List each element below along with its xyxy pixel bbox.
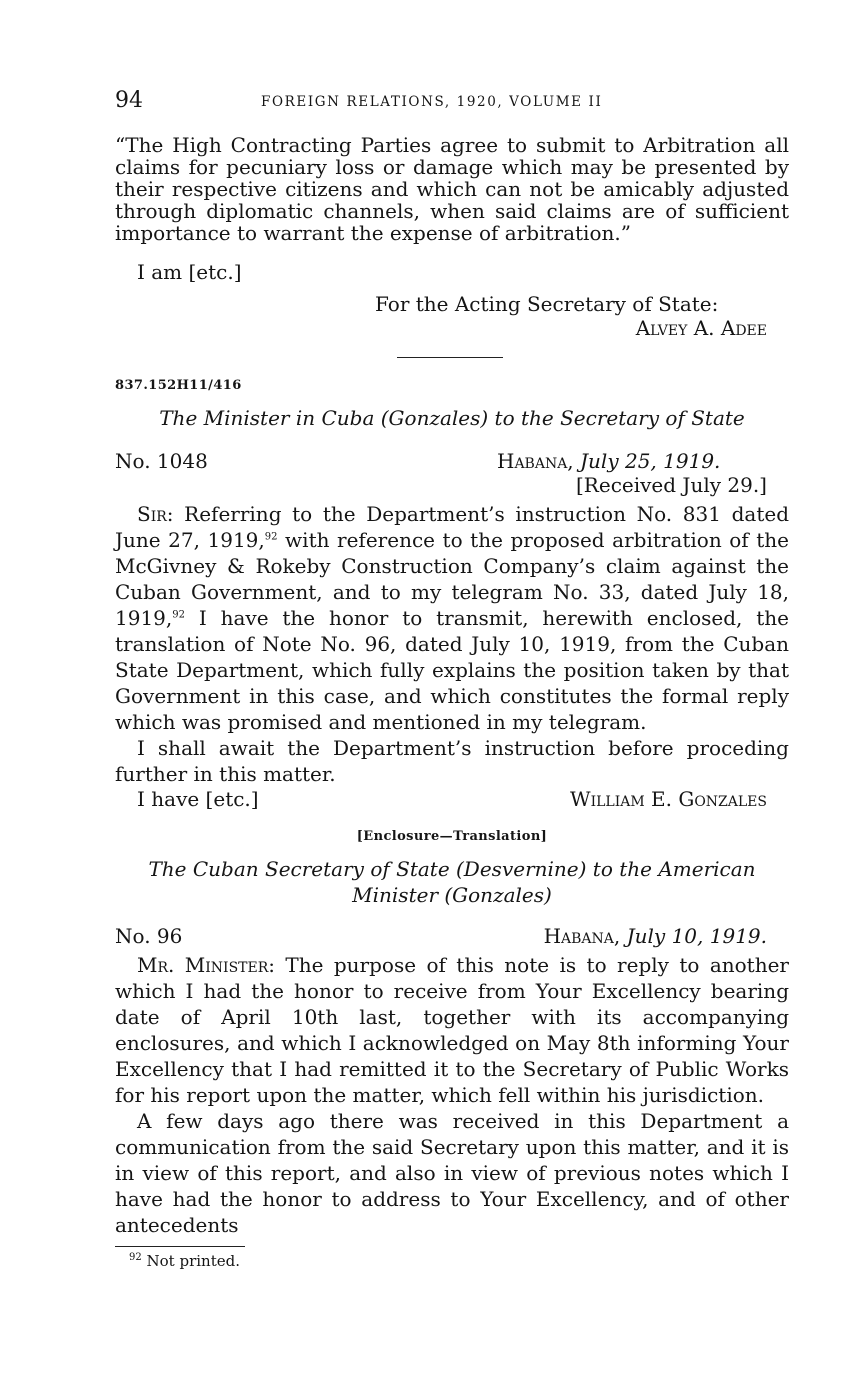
doc1-closing: I have [etc.] xyxy=(137,787,259,811)
doc2-salutation: Mr. Minister: xyxy=(137,953,275,977)
doc2-heading-line-2: Minister (Gonzales) xyxy=(352,883,552,907)
footnote-ref: 92 xyxy=(172,609,185,621)
document-heading-1: The Minister in Cuba (Gonzales) to the Secretary of State xyxy=(159,406,745,430)
closing-1: I am [etc.] xyxy=(137,260,242,284)
for-acting-secretary: For the Acting Secretary of State: xyxy=(375,292,719,316)
doc2-date: July 10, 1919. xyxy=(626,924,767,948)
doc1-closing-line xyxy=(115,787,789,811)
page-number: 94 xyxy=(115,88,143,113)
doc1-number: No. 1048 xyxy=(115,449,208,473)
signature-gonzales: William E. Gonzales xyxy=(570,787,767,811)
doc1-salutation: Sir: xyxy=(137,502,174,526)
footnote-rule xyxy=(115,1246,245,1247)
running-head: FOREIGN RELATIONS, 1920, VOLUME II xyxy=(261,94,603,110)
doc2-place: Habana, xyxy=(543,924,621,948)
page-header xyxy=(115,88,789,118)
section-divider xyxy=(397,357,503,358)
footnote-text: Not printed. xyxy=(146,1252,240,1270)
doc1-number-date-line xyxy=(115,449,789,473)
file-number: 837.152H11/416 xyxy=(115,378,242,393)
doc1-paragraph-2: I shall await the Department’s instruction before proceding further in this matter. xyxy=(115,736,789,786)
doc2-text: The purpose of this note is to reply to another which I had the honor to receive from Your Excellency bearing date of April 10th last, together with its accompanying enclosures, and which I acknowledged on May 8th informing Your Excellency that I had remitted it to the Secretary of Public Works for his report upon the matter, which fell within his jurisdiction. xyxy=(115,953,789,1107)
doc1-paragraph-1 xyxy=(115,501,789,735)
doc1-text-a: Referring to the Department’s instruction No. 831 dated June 27, 1919, xyxy=(115,502,789,552)
doc2-paragraph-1 xyxy=(115,952,789,1108)
doc1-text-c: I have the honor to transmit, herewith enclosed, the translation of Note No. 96, dated July 10, 1919, from the Cuban State Department, which fully explains the position taken by that Government in this case, and which constitutes the formal reply which was promised and mentioned in my telegram. xyxy=(115,606,789,734)
doc1-place: Habana, xyxy=(497,449,574,473)
footnote xyxy=(115,1252,789,1270)
doc1-received: [Received July 29.] xyxy=(576,473,767,497)
doc2-number-date-line xyxy=(115,924,789,948)
document-heading-2 xyxy=(115,856,789,908)
doc2-number: No. 96 xyxy=(115,924,183,948)
quoted-article: “The High Contracting Parties agree to submit to Arbitration all claims for pecuniary loss or damage which may be presented by their respective citizens and which can not be amicably adjusted through diplomatic channels, when said claims are of sufficient importance to warrant the expense of arbitration.” xyxy=(115,133,789,245)
doc2-heading-line-1: The Cuban Secretary of State (Desvernine) to the American xyxy=(148,857,756,881)
footnote-ref: 92 xyxy=(264,531,278,543)
enclosure-label: [Enclosure—Translation] xyxy=(356,829,548,844)
doc2-paragraph-2: A few days ago there was received in this Department a communication from the said Secretary upon this matter, and it is in view of this report, and also in view of previous notes which I have had the honor to address to Your Excellency, and of other antecedents xyxy=(115,1109,789,1237)
doc1-text-b: with reference to the proposed arbitration of the McGivney & Rokeby Construction Company’s claim against the Cuban Government, and to my telegram No. 33, dated July 18, 1919, xyxy=(115,528,789,630)
signature-adee: Alvey A. Adee xyxy=(635,316,767,340)
document-page xyxy=(115,88,789,1270)
doc1-date: July 25, 1919. xyxy=(580,449,721,473)
footnote-mark: 92 xyxy=(129,1252,142,1263)
